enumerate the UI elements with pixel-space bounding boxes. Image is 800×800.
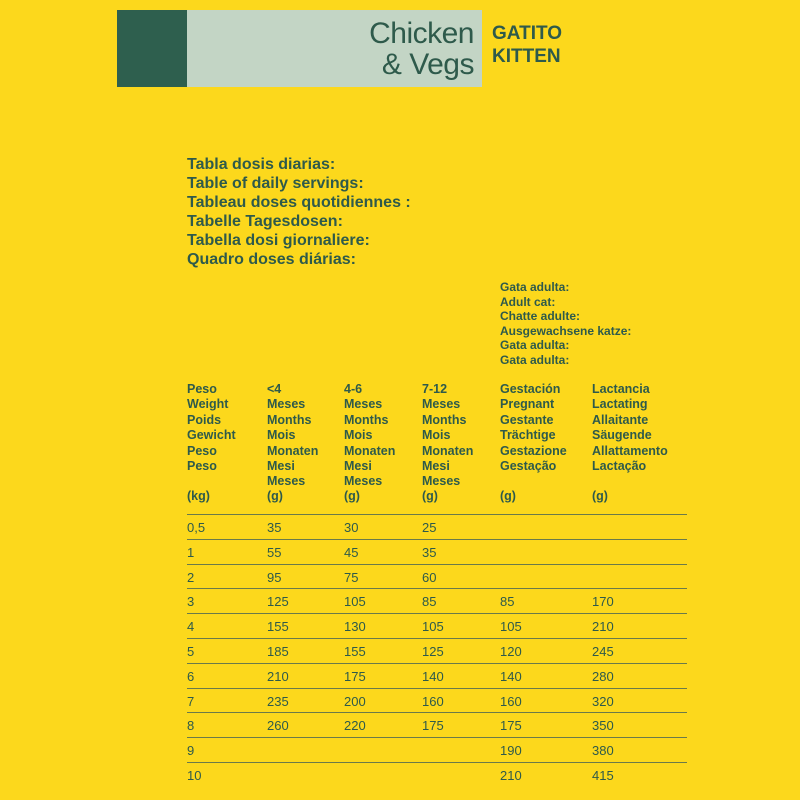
- cell-weight: 7: [187, 693, 195, 709]
- cell-4-6-months: 220: [344, 718, 366, 734]
- column-header-line: Meses: [267, 397, 306, 412]
- cell-7-12-months: 125: [422, 643, 444, 659]
- column-header-line: Mois: [422, 428, 451, 443]
- column-header-line: Säugende: [592, 428, 652, 443]
- column-header-line: Meses: [344, 397, 383, 412]
- cell-weight: 5: [187, 643, 195, 659]
- cell-under-4-months: 185: [267, 643, 289, 659]
- title-fr: Tableau doses quotidiennes :: [187, 194, 411, 211]
- column-unit-g: (g): [267, 489, 283, 503]
- cell-7-12-months: 160: [422, 693, 444, 709]
- cell-weight: 1: [187, 544, 195, 560]
- cell-lactating: 320: [592, 693, 614, 709]
- cell-4-6-months: 155: [344, 643, 366, 659]
- column-unit-g: (g): [422, 489, 438, 503]
- cell-pregnant: 105: [500, 619, 522, 635]
- column-header-line: Mois: [344, 428, 373, 443]
- product-name-line2: & Vegs: [381, 48, 474, 81]
- product-name-line1: Chicken: [369, 17, 474, 50]
- column-header-line: Lactancia: [592, 382, 650, 396]
- cell-lactating: 350: [592, 718, 614, 734]
- column-header-line: Lactating: [592, 397, 648, 412]
- product-type-line1: GATITO: [492, 23, 563, 44]
- cell-weight: 2: [187, 569, 195, 585]
- cell-weight: 4: [187, 619, 195, 635]
- table-titles: [187, 155, 411, 269]
- column-header-line: Gestação: [500, 459, 557, 474]
- cell-4-6-months: 130: [344, 619, 366, 635]
- table-row: [187, 638, 687, 663]
- cell-pregnant: 85: [500, 594, 515, 610]
- cell-weight: 3: [187, 594, 195, 610]
- column-header-line: Peso: [187, 443, 217, 458]
- table-row: [187, 564, 687, 589]
- header-dark-block: [117, 10, 187, 87]
- header-light-block: [187, 10, 482, 87]
- cell-pregnant: 140: [500, 668, 522, 684]
- column-unit-g: (g): [500, 489, 516, 503]
- cell-pregnant: 210: [500, 767, 522, 783]
- column-header-line: Meses: [422, 397, 461, 412]
- servings-table: [187, 514, 687, 787]
- cell-under-4-months: 260: [267, 718, 289, 734]
- cell-lactating: 380: [592, 743, 614, 759]
- table-row: [187, 737, 687, 762]
- column-header-line: Meses: [422, 474, 461, 489]
- column-header-lactating: [592, 382, 668, 474]
- column-header-line: Months: [344, 412, 389, 427]
- column-header-line: Peso: [187, 382, 217, 396]
- cell-pregnant: 190: [500, 743, 522, 759]
- title-es: Tabla dosis diarias:: [187, 156, 336, 173]
- column-header-line: Pregnant: [500, 397, 555, 412]
- adult-cat-group-label: [500, 280, 631, 367]
- column-unit-kg: (kg): [187, 489, 210, 503]
- cell-7-12-months: 85: [422, 594, 437, 610]
- column-header-line: Mesi: [267, 459, 295, 474]
- column-header-line: Mesi: [422, 459, 450, 474]
- adult-cat-label: Chatte adulte:: [500, 309, 581, 323]
- column-header-line: Trächtige: [500, 428, 556, 443]
- cell-weight: 10: [187, 767, 202, 783]
- table-row: [187, 613, 687, 638]
- column-unit-g: (g): [344, 489, 360, 503]
- cell-7-12-months: 35: [422, 544, 437, 560]
- cell-weight: 0,5: [187, 520, 206, 535]
- column-header-line: Gestante: [500, 412, 554, 427]
- cell-4-6-months: 175: [344, 668, 366, 684]
- title-pt: Quadro doses diárias:: [187, 251, 356, 268]
- adult-cat-label: Adult cat:: [500, 294, 556, 309]
- cell-7-12-months: 25: [422, 520, 437, 535]
- title-it: Tabella dosi giornaliere:: [187, 232, 370, 249]
- column-header-line: Monaten: [422, 443, 474, 458]
- product-type-line2: KITTEN: [492, 46, 561, 67]
- column-header-line: <4: [267, 382, 282, 396]
- column-header-line: Months: [267, 412, 312, 427]
- cell-4-6-months: 75: [344, 569, 359, 585]
- title-de: Tabelle Tagesdosen:: [187, 213, 343, 230]
- column-header-line: Meses: [267, 474, 306, 489]
- column-header-line: 7-12: [422, 382, 448, 396]
- product-type: [492, 22, 562, 68]
- cell-4-6-months: 45: [344, 544, 359, 560]
- cell-7-12-months: 175: [422, 718, 444, 734]
- column-header-line: Monaten: [344, 443, 396, 458]
- cell-lactating: 280: [592, 668, 614, 684]
- cell-under-4-months: 95: [267, 569, 282, 585]
- cell-weight: 6: [187, 668, 195, 684]
- table-row: [187, 539, 687, 564]
- table-row: [187, 514, 687, 539]
- cell-pregnant: 160: [500, 693, 522, 709]
- product-name: [369, 18, 474, 80]
- cell-lactating: 210: [592, 619, 614, 635]
- table-row: [187, 688, 687, 713]
- column-header-line: Gestazione: [500, 443, 567, 458]
- cell-7-12-months: 105: [422, 619, 444, 635]
- column-header-7-12-months: [422, 382, 473, 490]
- column-header-line: Peso: [187, 459, 217, 474]
- table-row: [187, 712, 687, 737]
- cell-lactating: 415: [592, 767, 614, 783]
- cell-under-4-months: 210: [267, 668, 289, 684]
- cell-lactating: 170: [592, 594, 614, 610]
- column-header-4-6-months: [344, 382, 395, 490]
- column-header-line: Meses: [344, 474, 383, 489]
- cell-pregnant: 120: [500, 643, 522, 659]
- column-header-weight: [187, 382, 236, 474]
- column-header-pregnant: [500, 382, 567, 474]
- column-header-line: Lactação: [592, 459, 647, 474]
- cell-lactating: 245: [592, 643, 614, 659]
- cell-pregnant: 175: [500, 718, 522, 734]
- column-header-under-4-months: [267, 382, 318, 490]
- column-header-line: Weight: [187, 397, 229, 412]
- cell-under-4-months: 35: [267, 520, 282, 535]
- column-unit-g: (g): [592, 489, 608, 503]
- cell-under-4-months: 55: [267, 544, 282, 560]
- cell-4-6-months: 30: [344, 520, 359, 535]
- table-row: [187, 588, 687, 613]
- column-header-line: Gewicht: [187, 428, 236, 443]
- cell-7-12-months: 60: [422, 569, 437, 585]
- cell-under-4-months: 155: [267, 619, 289, 635]
- column-header-line: Poids: [187, 412, 222, 427]
- title-en: Table of daily servings:: [187, 175, 364, 192]
- column-header-line: Allattamento: [592, 443, 668, 458]
- adult-cat-label: Gata adulta:: [500, 338, 570, 352]
- cell-weight: 8: [187, 718, 195, 734]
- cell-7-12-months: 140: [422, 668, 444, 684]
- cell-under-4-months: 235: [267, 693, 289, 709]
- cell-4-6-months: 200: [344, 693, 366, 709]
- column-header-line: Mois: [267, 428, 296, 443]
- column-header-line: Monaten: [267, 443, 319, 458]
- column-header-line: Allaitante: [592, 412, 649, 427]
- adult-cat-label: Gata adulta:: [500, 280, 570, 294]
- cell-weight: 9: [187, 743, 195, 759]
- column-header-line: Months: [422, 412, 467, 427]
- table-row: [187, 663, 687, 688]
- table-row: [187, 762, 687, 787]
- adult-cat-label: Ausgewachsene katze:: [500, 323, 632, 338]
- column-header-line: Gestación: [500, 382, 561, 396]
- column-header-line: Mesi: [344, 459, 372, 474]
- adult-cat-label: Gata adulta:: [500, 352, 570, 367]
- column-header-line: 4-6: [344, 382, 363, 396]
- cell-under-4-months: 125: [267, 594, 289, 610]
- cell-4-6-months: 105: [344, 594, 366, 610]
